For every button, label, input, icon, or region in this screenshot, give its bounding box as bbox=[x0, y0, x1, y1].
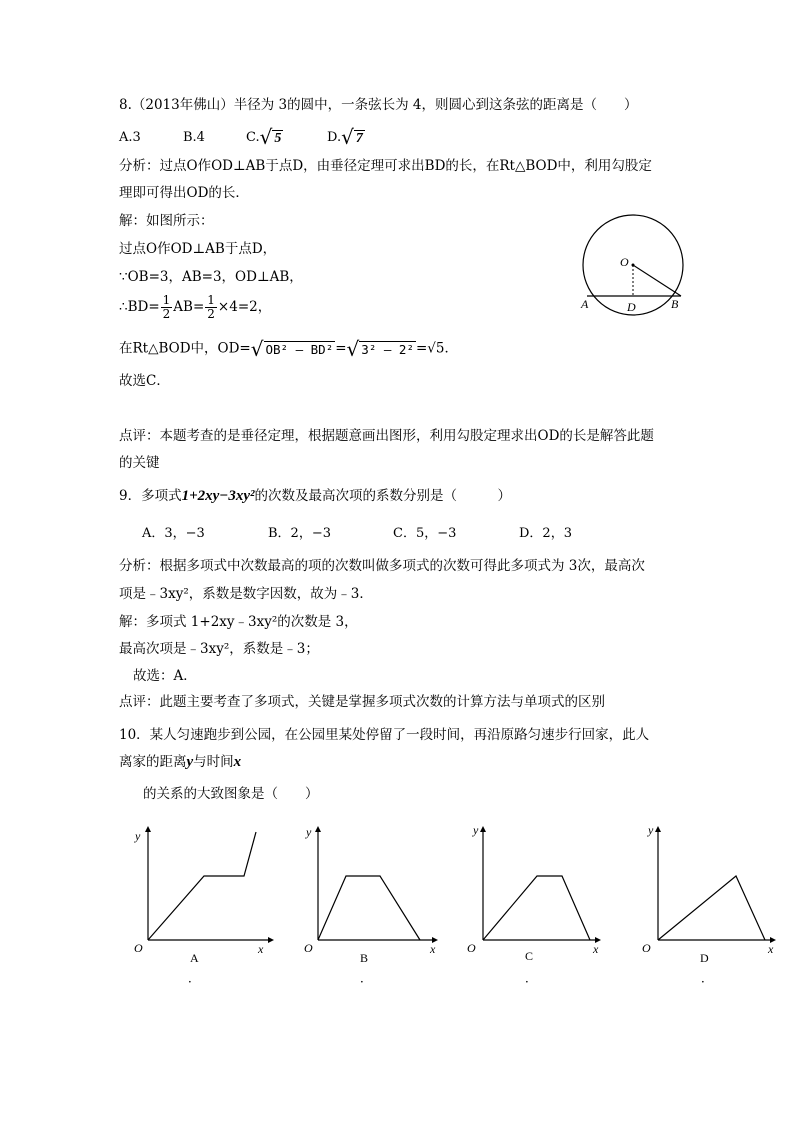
q8-option-d: D.√ 7 bbox=[327, 125, 363, 149]
q9-option-c: C．5，−3 bbox=[393, 526, 457, 541]
q8-comment-line2: 的关键 bbox=[119, 455, 160, 471]
q10-stem-line1: 10．某人匀速跑步到公园，在公园里某处停留了一段时间，再沿原路匀速步行回家，此人 bbox=[119, 727, 650, 743]
q9-option-a: A．3，−3 bbox=[142, 526, 205, 541]
graph-line bbox=[483, 876, 590, 940]
q9-solution-line2: 最高次项是﹣3xy²，系数是﹣3； bbox=[119, 641, 319, 657]
q8-solution-line3: ∵OB=3，AB=3，OD⊥AB， bbox=[119, 269, 303, 285]
q10-graph-a bbox=[130, 818, 280, 988]
graph-label: A bbox=[190, 951, 199, 965]
q9-solution-line1: 解：多项式 1+2xy﹣3xy²的次数是 3， bbox=[119, 614, 358, 630]
graph-label-dot: ． bbox=[360, 971, 373, 985]
origin-label: O bbox=[134, 941, 143, 955]
y-axis-arrow bbox=[315, 826, 321, 832]
graph-line bbox=[148, 832, 256, 940]
q9-comment: 点评：此题主要考查了多项式，关键是掌握多项式次数的计算方法与单项式的区别 bbox=[119, 694, 605, 710]
q8-option-a: A.3 bbox=[119, 130, 141, 145]
q8-option-b: B.4 bbox=[183, 130, 205, 145]
x-label: x bbox=[768, 942, 774, 956]
q8-solution-line2: 过点O作OD⊥AB于点D， bbox=[119, 241, 277, 257]
q8-solution-line6: 故选C． bbox=[119, 373, 170, 389]
q10-graph-d bbox=[640, 818, 790, 988]
q8-option-c: C.√ 5 bbox=[246, 125, 282, 149]
graph-label: B bbox=[360, 951, 369, 965]
q8-solution-line1: 解：如图所示： bbox=[119, 213, 214, 229]
label-o: O bbox=[620, 255, 629, 269]
q10-stem-line3: 的关系的大致图象是（ ） bbox=[143, 786, 319, 802]
q9-solution-line3: 故选：A． bbox=[133, 668, 197, 684]
label-d: D bbox=[627, 300, 636, 314]
origin-label: O bbox=[304, 941, 313, 955]
center-point bbox=[632, 264, 635, 267]
q8-comment-line1: 点评：本题考查的是垂径定理，根据题意画出图形，利用勾股定理求出OD的长是解答此题 bbox=[119, 428, 654, 444]
y-axis-arrow bbox=[655, 826, 661, 832]
q10-graph-c bbox=[465, 818, 615, 988]
y-label: y bbox=[473, 823, 479, 837]
q9-analysis-line1: 分析：根据多项式中次数最高的项的次数叫做多项式的次数可得此多项式为 3次，最高次 bbox=[119, 558, 645, 574]
graph-label: D bbox=[700, 951, 709, 965]
q8-analysis-line1: 分析：过点O作OD⊥AB于点D，由垂径定理可求出BD的长，在Rt△BOD中，利用勾股定 bbox=[119, 158, 652, 174]
radius-ob bbox=[633, 265, 681, 296]
q10-stem-line2: 离家的距离y与时间x bbox=[119, 754, 242, 770]
q8-solution-line4: ∴BD= $\frac{1}{2}$ AB= $\frac{1}{2}$ ×4=2， bbox=[119, 293, 272, 321]
q9-option-d: D．2，3 bbox=[519, 526, 572, 541]
label-a: A bbox=[581, 297, 589, 311]
y-label: y bbox=[306, 825, 312, 839]
q8-circle-figure bbox=[575, 210, 693, 320]
origin-label: O bbox=[642, 941, 651, 955]
graph-label-dot: ． bbox=[525, 971, 538, 985]
x-label: x bbox=[258, 942, 264, 956]
q10-graph-b bbox=[300, 818, 450, 988]
q8-analysis-line2: 理即可得出OD的长． bbox=[119, 185, 249, 201]
q9-analysis-line2: 项是﹣3xy²，系数是数字因数，故为﹣3． bbox=[119, 586, 373, 602]
graph-line bbox=[658, 876, 765, 940]
x-label: x bbox=[430, 942, 436, 956]
graph-line bbox=[318, 876, 420, 940]
y-axis-arrow bbox=[145, 826, 151, 832]
q8-stem: 8.（2013年佛山）半径为 3的圆中，一条弦长为 4，则圆心到这条弦的距离是（ ） bbox=[119, 97, 638, 113]
x-label: x bbox=[593, 942, 599, 956]
q8-solution-line5: 在Rt△BOD中，OD=√ OB² – BD² =√ 3² – 2² =√5． bbox=[119, 337, 458, 361]
q9-option-b: B．2，−3 bbox=[268, 526, 331, 541]
q9-stem: 9．多项式1+2xy−3xy²的次数及最高次项的系数分别是（ ） bbox=[119, 488, 512, 504]
y-label: y bbox=[135, 829, 141, 843]
x-axis-arrow bbox=[268, 937, 274, 943]
y-axis-arrow bbox=[480, 826, 486, 832]
origin-label: O bbox=[467, 941, 476, 955]
graph-label-dot: ． bbox=[188, 971, 201, 985]
graph-label: C bbox=[525, 949, 534, 963]
y-label: y bbox=[648, 823, 654, 837]
label-b: B bbox=[671, 297, 679, 311]
graph-label-dot: ． bbox=[701, 971, 714, 985]
